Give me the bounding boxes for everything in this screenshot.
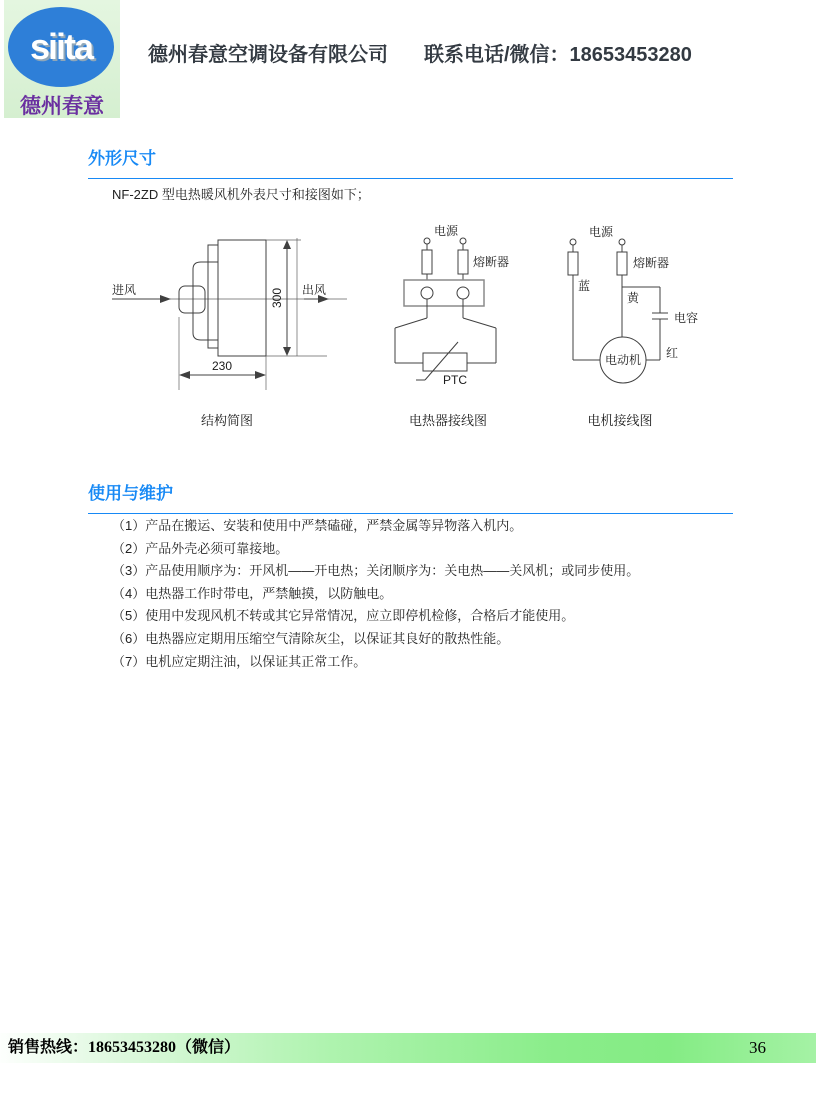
terminal-block xyxy=(404,280,484,306)
motor-fuse-left xyxy=(568,252,578,275)
usage-item-6: （6）电热器应定期用压缩空气清除灰尘，以保证其良好的散热性能。 xyxy=(112,630,510,646)
air-in-arrowhead-icon xyxy=(160,295,171,303)
company-name: 德州春意空调设备有限公司 xyxy=(148,44,388,66)
heater-fuse-left xyxy=(422,250,432,274)
terminal-block-contact-right xyxy=(457,287,469,299)
motor-box xyxy=(179,286,205,313)
heater-fuse-label: 熔断器 xyxy=(473,255,510,269)
terminal-block-contact-left xyxy=(421,287,433,299)
footer-hotline: 销售热线：18653453280（微信） xyxy=(8,1039,241,1056)
dim-depth-arrow-right-icon xyxy=(255,371,266,379)
motor-terminal-left xyxy=(570,239,576,245)
footer-bar xyxy=(0,1033,816,1063)
motor-fuse-label: 熔断器 xyxy=(633,256,670,270)
section-title-usage: 使用与维护 xyxy=(88,479,733,514)
body-step xyxy=(208,245,218,348)
dimensions-intro-text: NF-2ZD 型电热暖风机外表尺寸和接图如下； xyxy=(112,187,370,202)
heater-terminal-left xyxy=(424,238,430,244)
heater-fuse-right xyxy=(458,250,468,274)
dim-depth-arrow-left-icon xyxy=(179,371,190,379)
usage-item-2: （2）产品外壳必须可靠接地。 xyxy=(112,540,289,556)
motor-label: 电动机 xyxy=(604,353,642,367)
motor-wiring-diagram xyxy=(545,222,715,407)
motor-power-label: 电源 xyxy=(589,225,614,239)
structure-diagram xyxy=(100,222,390,407)
motor-diagram-caption: 电机接线图 xyxy=(587,413,653,428)
motor-fuse-right xyxy=(617,252,627,275)
usage-item-7: （7）电机应定期注油，以保证其正常工作。 xyxy=(112,653,367,669)
heater-terminal-right xyxy=(460,238,466,244)
ptc-resistor xyxy=(423,353,467,371)
logo-subtext: 德州春意 xyxy=(20,95,104,118)
motor-terminal-right xyxy=(619,239,625,245)
contact-phone: 联系电话/微信：18653453280 xyxy=(424,44,692,66)
air-out-label: 出风 xyxy=(302,283,327,297)
ptc-label: PTC xyxy=(443,373,467,387)
logo-text: siita xyxy=(29,26,93,67)
structure-diagram-svg xyxy=(100,222,390,407)
dim-height-value: 300 xyxy=(270,287,284,309)
usage-item-3: （3）产品使用顺序为：开风机——开电热；关闭顺序为：关电热——关风机；或同步使用。 xyxy=(112,563,640,579)
dim-depth-value: 230 xyxy=(211,359,233,373)
body-outline xyxy=(218,240,266,356)
heater-wiring-diagram xyxy=(388,222,528,407)
section-title-dimensions: 外形尺寸 xyxy=(88,144,733,179)
dim-height-arrow-down-icon xyxy=(283,347,291,356)
yellow-wire-label: 黄 xyxy=(627,291,640,305)
capacitor-label: 电容 xyxy=(674,311,699,325)
company-logo xyxy=(4,0,120,118)
dim-height-arrow-up-icon xyxy=(283,240,291,249)
heater-power-label: 电源 xyxy=(434,224,459,238)
structure-diagram-caption: 结构简图 xyxy=(200,413,253,428)
red-wire-label: 红 xyxy=(666,346,679,360)
blue-wire-label: 蓝 xyxy=(578,279,591,293)
usage-item-4: （4）电热器工作时带电，严禁触摸，以防触电。 xyxy=(112,585,393,601)
heater-diagram-caption: 电热器接线图 xyxy=(408,413,487,428)
heater-wiring-svg xyxy=(388,222,528,407)
usage-item-1: （1）产品在搬运、安装和使用中严禁磕碰，严禁金属等异物落入机内。 xyxy=(112,518,523,533)
usage-item-5: （5）使用中发现风机不转或其它异常情况，应立即停机检修，合格后才能使用。 xyxy=(112,608,575,624)
footer-page-number: 36 xyxy=(749,1038,766,1057)
motor-wiring-svg xyxy=(545,222,715,407)
usage-list xyxy=(112,515,752,673)
logo-ellipse-icon xyxy=(8,7,114,87)
air-in-label: 进风 xyxy=(112,283,137,297)
